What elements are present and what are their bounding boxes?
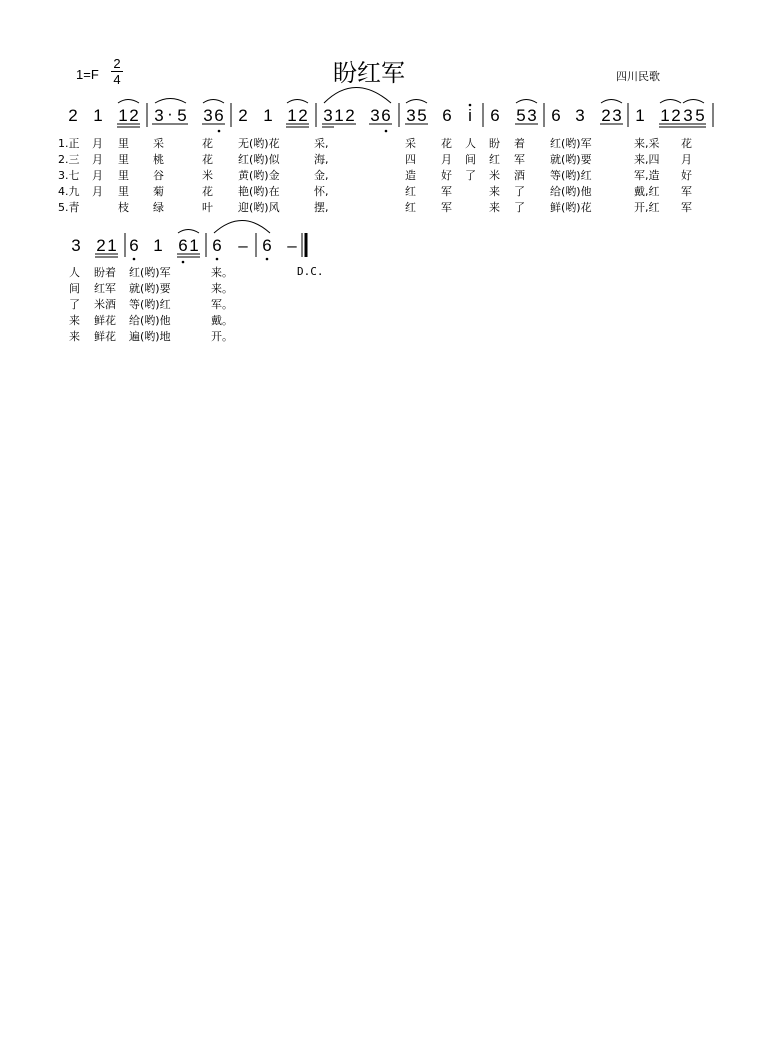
lyric: 开,红 [634, 201, 660, 214]
note: 1 [93, 106, 103, 125]
note: 3 [154, 106, 164, 125]
lyric: 金, [314, 169, 329, 182]
lyric: 戴,红 [634, 185, 660, 198]
note: 3 [612, 106, 622, 125]
lyric: 桃 [153, 153, 164, 166]
system2-lyrics [69, 265, 233, 343]
system1-notes [68, 104, 704, 125]
lyric: 戴。 [211, 314, 233, 327]
lyric: 月 [92, 169, 103, 182]
slur [406, 100, 427, 104]
note: 3 [683, 106, 693, 125]
system1-lyrics [58, 136, 692, 214]
note: 2 [129, 106, 139, 125]
lyric: 海, [314, 153, 329, 166]
note: 1 [118, 106, 128, 125]
slur [601, 100, 622, 104]
lyric: 好 [441, 169, 452, 182]
lyric: 月 [681, 153, 692, 166]
lyric: 红 [405, 201, 416, 214]
lyric: 来 [69, 330, 80, 343]
lyric: 里 [118, 169, 129, 182]
dash: – [287, 236, 297, 255]
song-title: 盼红军 [333, 59, 405, 87]
time-denominator: 4 [113, 72, 121, 87]
lyric: 采, [314, 137, 329, 150]
system1-slurs [118, 88, 704, 104]
note: 2 [601, 106, 611, 125]
lyric: 了 [465, 169, 476, 182]
note: 3 [203, 106, 213, 125]
slur [660, 100, 681, 104]
note: 3 [575, 106, 585, 125]
slur [155, 99, 186, 104]
slur [516, 100, 537, 104]
note: 1 [107, 236, 117, 255]
lyric: 四 [405, 153, 416, 166]
lyric: 怀, [314, 185, 329, 198]
lyric: 开。 [211, 330, 233, 343]
system2-octave-dots [133, 258, 269, 264]
system1-barlines [147, 103, 713, 127]
lyric: 里 [118, 137, 129, 150]
note: 3 [406, 106, 416, 125]
lyric: 盼着 [94, 266, 116, 279]
slur [324, 88, 391, 104]
verse-1-cont [69, 265, 233, 279]
song-origin: 四川民歌 [616, 71, 660, 83]
lyric: 红(哟)军 [129, 266, 171, 279]
lyric: 鲜花 [94, 314, 116, 327]
lyric: 红军 [94, 282, 116, 295]
lyric: 遍(哟)地 [129, 330, 171, 343]
lyric: 军 [441, 185, 452, 198]
verse-2 [58, 152, 692, 166]
dot: · [167, 104, 173, 123]
lyric: 造 [405, 169, 416, 182]
lyric: 迎(哟)风 [238, 201, 280, 214]
lyric: 红 [489, 153, 500, 166]
lyric: 2.三 [58, 153, 80, 166]
low-octave-dot [182, 261, 185, 264]
verse-3 [58, 168, 692, 182]
note: 1 [189, 236, 199, 255]
lyric: 来。 [211, 266, 233, 279]
low-octave-dot [216, 258, 219, 261]
lyric: 1.正 [58, 137, 80, 150]
verse-1 [58, 136, 692, 150]
lyric: 盼 [489, 137, 500, 150]
slur [118, 100, 139, 104]
note: 3 [370, 106, 380, 125]
lyric: 间 [465, 153, 476, 166]
low-octave-dot [218, 130, 221, 133]
note: 5 [516, 106, 526, 125]
lyric: 好 [681, 169, 692, 182]
slur [683, 100, 704, 104]
lyric: 人 [465, 137, 476, 150]
lyric: 米酒 [94, 298, 116, 311]
lyric: 花 [202, 185, 213, 198]
lyric: 酒 [514, 169, 525, 182]
note: 2 [345, 106, 355, 125]
lyric: 红(哟)军 [550, 137, 592, 150]
lyric: 来,四 [634, 153, 660, 166]
lyric: 给(哟)他 [550, 185, 592, 198]
lyric: 军 [441, 201, 452, 214]
lyric: 来 [489, 185, 500, 198]
system2-notes [71, 236, 297, 255]
note: 2 [68, 106, 78, 125]
lyric: 月 [92, 185, 103, 198]
time-numerator: 2 [113, 56, 121, 71]
lyric: 叶 [202, 201, 213, 214]
note: 1 [287, 106, 297, 125]
low-octave-dot [266, 258, 269, 261]
note: 2 [298, 106, 308, 125]
lyric: 军 [514, 153, 525, 166]
lyric: 采 [153, 137, 164, 150]
lyric: 了 [514, 185, 525, 198]
lyric: 月 [441, 153, 452, 166]
tie [214, 221, 270, 234]
lyric: 红 [405, 185, 416, 198]
lyric: 花 [202, 153, 213, 166]
note: 6 [212, 236, 222, 255]
da-capo-mark: D.C. [297, 265, 324, 278]
verse-4-cont [69, 313, 233, 327]
lyric: 绿 [153, 201, 164, 214]
note: 5 [177, 106, 187, 125]
verse-5 [58, 200, 692, 214]
verse-2-cont [69, 281, 233, 295]
lyric: 采 [405, 137, 416, 150]
lyric: 人 [69, 266, 80, 279]
note-high: i [468, 106, 472, 125]
lyric: 红(哟)似 [238, 153, 280, 166]
lyric: 鲜花 [94, 330, 116, 343]
note: 1 [334, 106, 344, 125]
slur [287, 100, 308, 104]
low-octave-dot [133, 258, 136, 261]
lyric: 月 [92, 137, 103, 150]
verse-4 [58, 184, 692, 198]
lyric: 军,造 [634, 169, 660, 182]
note: 6 [490, 106, 500, 125]
note: 2 [671, 106, 681, 125]
verse-3-cont [69, 297, 233, 311]
system2-slurs [178, 221, 270, 234]
lyric: 花 [441, 137, 452, 150]
note: 5 [417, 106, 427, 125]
lyric: 等(哟)红 [550, 169, 592, 182]
system1-beams [117, 124, 706, 127]
note: 6 [551, 106, 561, 125]
lyric: 枝 [118, 201, 129, 214]
lyric: 4.九 [58, 185, 80, 198]
lyric: 着 [514, 137, 525, 150]
note: 6 [442, 106, 452, 125]
note: 3 [527, 106, 537, 125]
lyric: 艳(哟)在 [238, 185, 280, 198]
lyric: 米 [202, 169, 213, 182]
note: 5 [695, 106, 705, 125]
lyric: 里 [118, 153, 129, 166]
lyric: 来,采 [634, 137, 660, 150]
lyric: 等(哟)红 [129, 298, 171, 311]
lyric: 花 [681, 137, 692, 150]
note: 1 [660, 106, 670, 125]
lyric: 谷 [153, 169, 164, 182]
note: 2 [96, 236, 106, 255]
low-octave-dot [385, 130, 388, 133]
note: 1 [153, 236, 163, 255]
slur [178, 230, 199, 234]
note: 6 [381, 106, 391, 125]
lyric: 间 [69, 282, 80, 295]
lyric: 3.七 [58, 169, 80, 182]
system2-beams [95, 254, 200, 257]
lyric: 摆, [314, 201, 329, 214]
note: 1 [263, 106, 273, 125]
lyric: 菊 [153, 185, 164, 198]
note: 3 [71, 236, 81, 255]
lyric: 给(哟)他 [129, 314, 171, 327]
lyric: 5.青 [58, 201, 80, 214]
lyric: 来 [69, 314, 80, 327]
dash: – [238, 236, 248, 255]
lyric: 军 [681, 201, 692, 214]
verse-5-cont [69, 329, 233, 343]
lyric: 来。 [211, 282, 233, 295]
lyric: 无(哟)花 [238, 137, 280, 150]
note: 6 [214, 106, 224, 125]
lyric: 黄(哟)金 [238, 169, 280, 182]
note: 2 [238, 106, 248, 125]
lyric: 花 [202, 137, 213, 150]
note: 1 [635, 106, 645, 125]
lyric: 就(哟)要 [129, 282, 171, 295]
lyric: 军 [681, 185, 692, 198]
lyric: 里 [118, 185, 129, 198]
high-octave-dot [469, 104, 472, 107]
note: 6 [129, 236, 139, 255]
lyric: 来 [489, 201, 500, 214]
note: 6 [178, 236, 188, 255]
lyric: 了 [69, 298, 80, 311]
lyric: 了 [514, 201, 525, 214]
lyric: 军。 [211, 298, 233, 311]
note: 6 [262, 236, 272, 255]
note: 3 [323, 106, 333, 125]
lyric: 就(哟)要 [550, 153, 592, 166]
slur [203, 100, 224, 104]
lyric: 鲜(哟)花 [550, 201, 592, 214]
lyric: 月 [92, 153, 103, 166]
lyric: 米 [489, 169, 500, 182]
key-signature: 1=F [76, 67, 99, 82]
